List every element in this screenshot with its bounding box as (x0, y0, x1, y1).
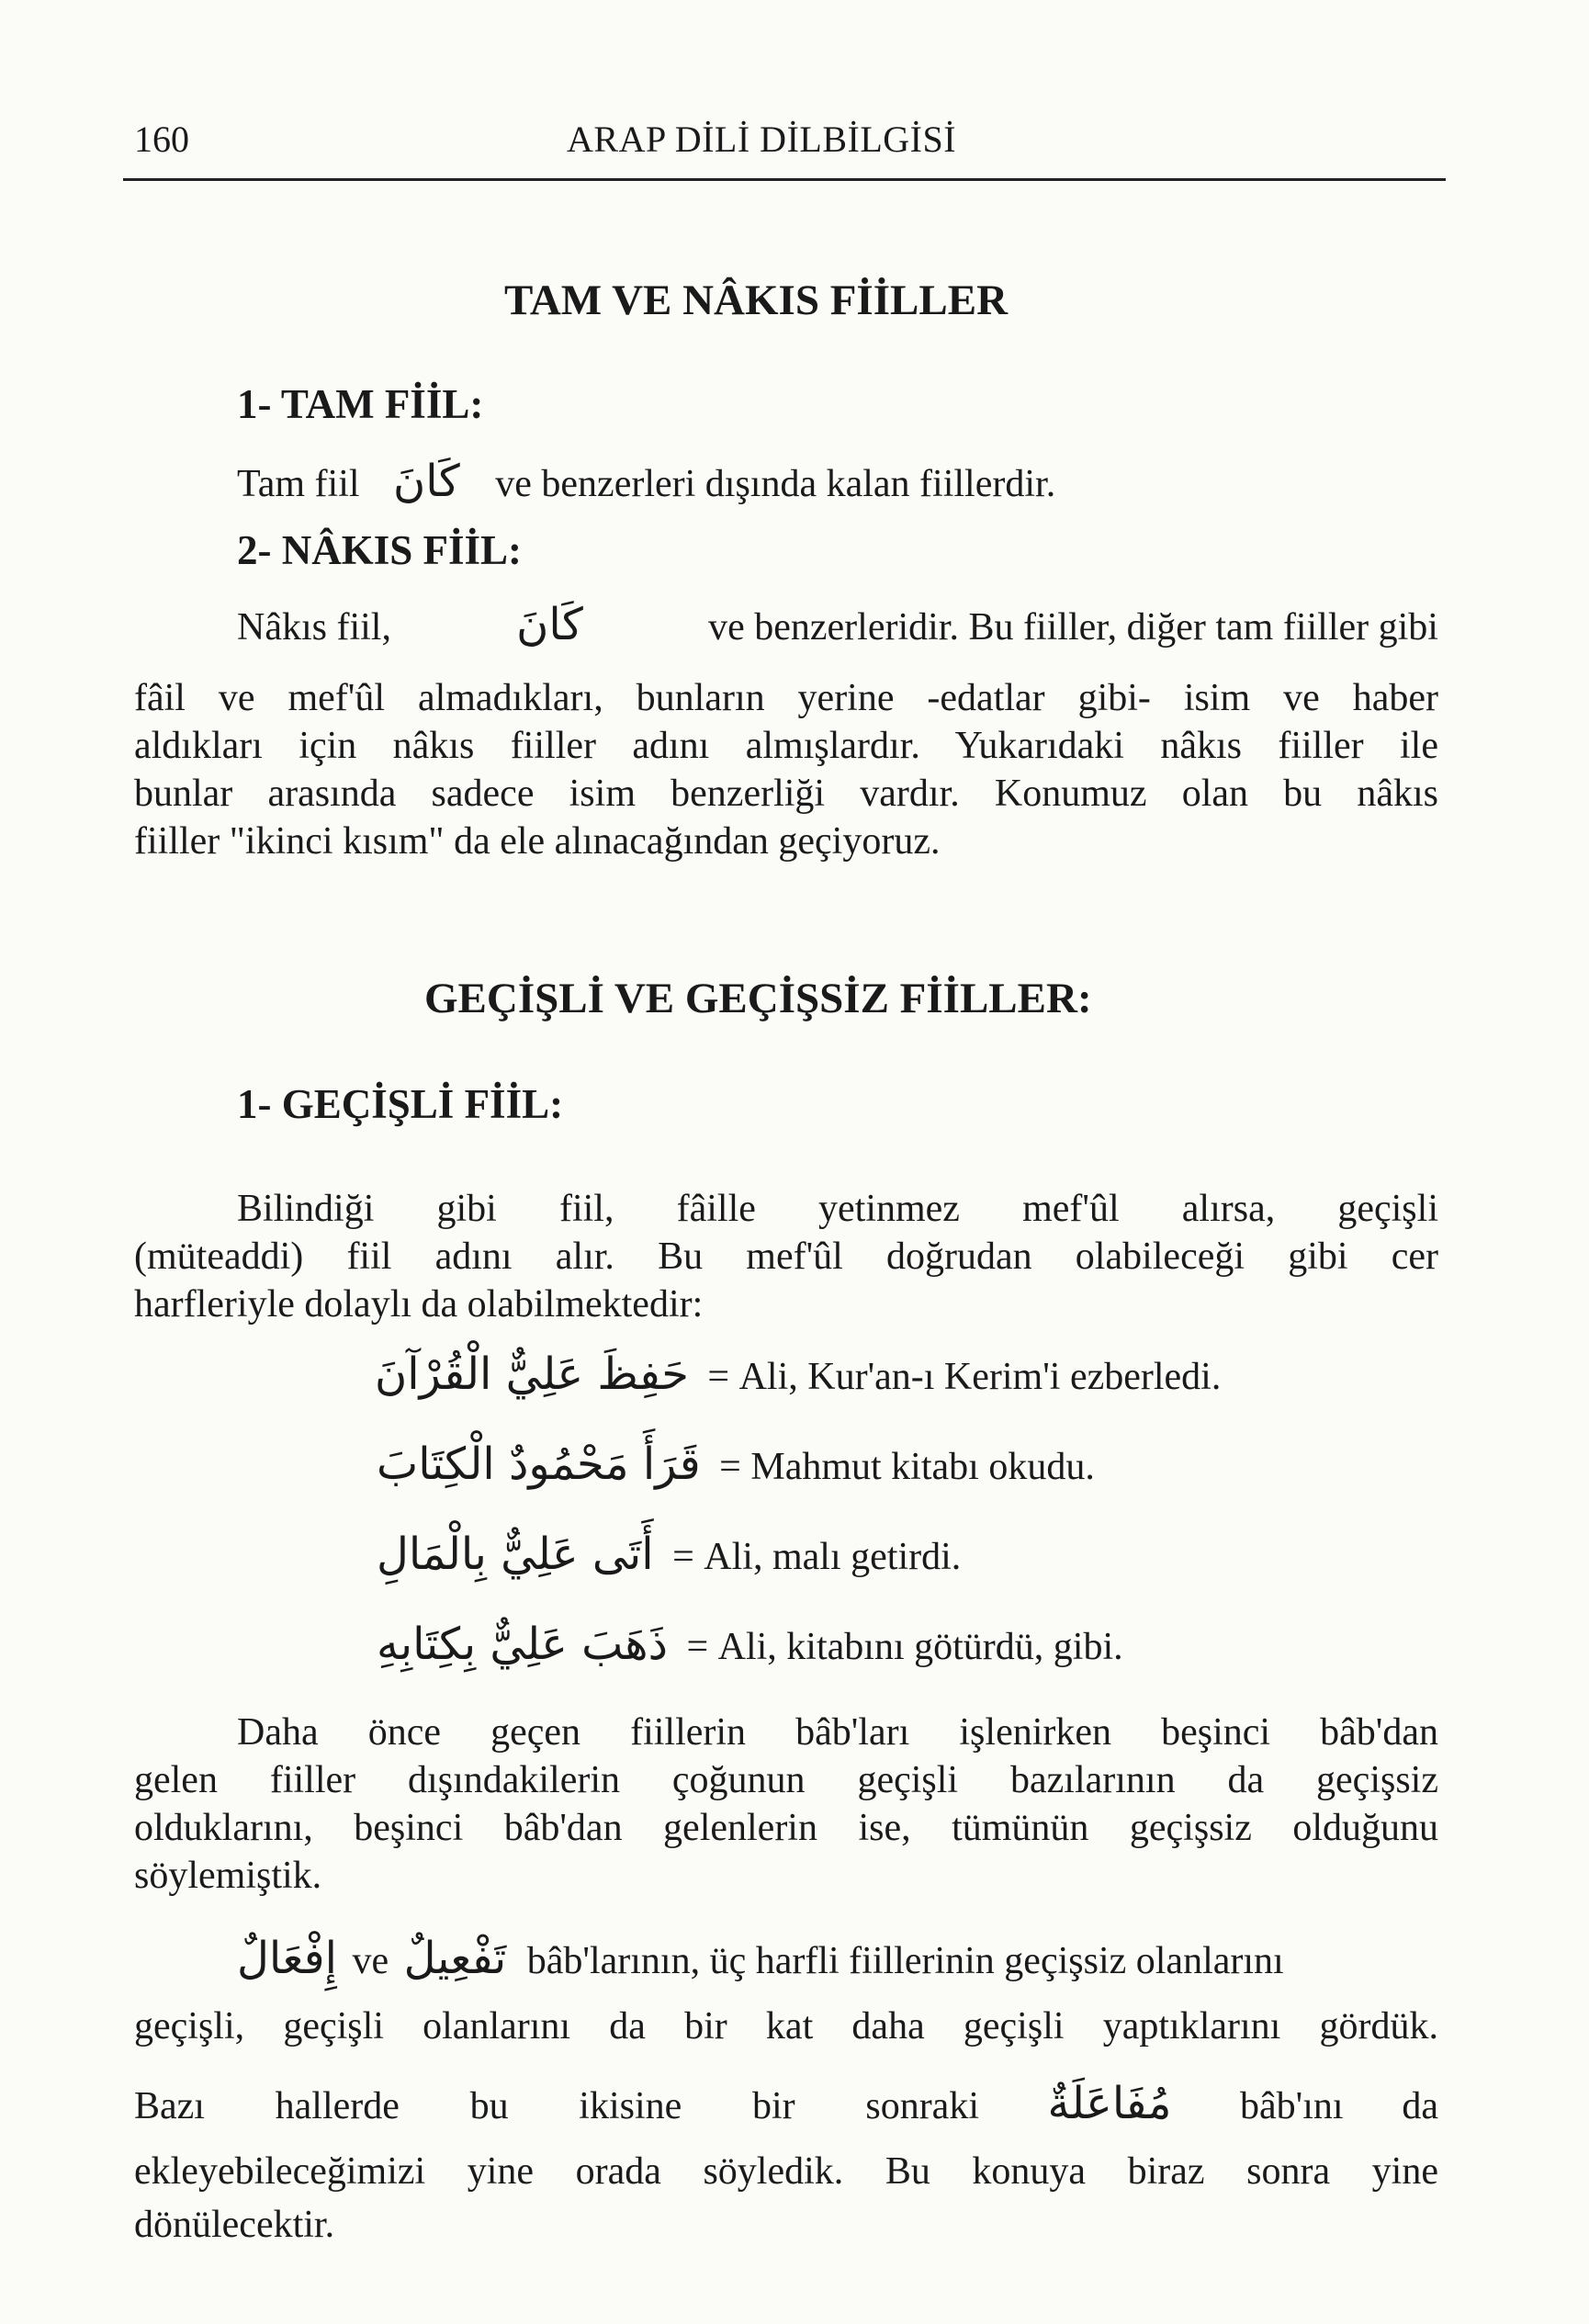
para3-line4 (134, 2149, 1438, 2194)
example-meaning: = Ali, malı getirdi. (672, 1536, 962, 1578)
subheading-tam-fiil: 1- TAM FİİL: (237, 381, 484, 427)
example-row (377, 1529, 961, 1580)
paragraph-line: Daha önce geçen fiillerin bâb'ları işlenirken beşinci bâb'dan (237, 1711, 1438, 1754)
paragraph-line: fâil ve mef'ûl almadıkları, bunların yerine -edatlar gibi- isim ve haber (134, 677, 1438, 719)
arabic-kana: كَانَ (393, 456, 460, 507)
arabic-mufaala: مُفَاعَلَةٌ (1047, 2078, 1172, 2129)
example-row (377, 1438, 1095, 1490)
paragraph-line: aldıkları için nâkıs fiiller adını almışlardır. Yukarıdaki nâkıs fiiller ile (134, 725, 1438, 767)
example-meaning: = Ali, Kur'an-ı Kerim'i ezberledi. (707, 1356, 1222, 1398)
subheading-gecisli-fiil: 1- GEÇİŞLİ FİİL: (237, 1081, 564, 1127)
conj-ve: ve (352, 1940, 389, 1982)
nakis-paragraph (134, 674, 1438, 865)
para3-line3 (134, 2078, 1438, 2129)
subheading-nakis-fiil: 2- NÂKIS FİİL: (237, 527, 523, 573)
gecisli-intro-paragraph (134, 1185, 1438, 1328)
nakis-text-before: Nâkıs fiil, (237, 606, 391, 649)
example-row (375, 1348, 1221, 1400)
example-arabic: قَرَأَ مَحْمُودٌ الْكِتَابَ (377, 1438, 701, 1490)
para3-line2 (134, 2004, 1438, 2048)
para3-line3-end: bâb'ını da (1239, 2085, 1438, 2127)
para3-line5: dönülecektir. (134, 2204, 335, 2246)
paragraph-line: fiiller "ikinci kısım" da ele alınacağından geçiyoruz. (134, 820, 941, 863)
paragraph-line: bunlar arasında sadece isim benzerliği vardır. Konumuz olan bu nâkıs (134, 773, 1438, 815)
bab-paragraph (134, 1709, 1438, 1900)
example-arabic: حَفِظَ عَلِيٌّ الْقُرْآنَ (375, 1348, 689, 1400)
section-title-tam-nakis: TAM VE NÂKIS FİİLLER (504, 276, 1009, 324)
arabic-tafil: تَفْعِيلٌ (403, 1933, 507, 1984)
paragraph-line: söylemiştik. (134, 1855, 322, 1897)
section-title-gecisli: GEÇİŞLİ VE GEÇİŞSİZ FİİLLER: (424, 975, 1092, 1022)
paragraph-line: harfleriyle dolaylı da olabilmektedir: (134, 1283, 704, 1326)
tam-fiil-definition (237, 456, 1055, 507)
nakis-text-after: ve benzerleridir. Bu fiiller, diğer tam fiiller gibi (708, 606, 1438, 649)
paragraph-line: olduklarını, beşinci bâb'dan gelenlerin ise, tümünün geçişsiz olduğunu (134, 1807, 1438, 1849)
example-arabic: ذَهَبَ عَلِيٌّ بِكِتَابِهِ (377, 1619, 668, 1670)
tam-fiil-text-after: ve benzerleri dışında kalan fiillerdir. (495, 463, 1056, 505)
para3-line1-rest: bâb'larının, üç harfli fiillerinin geçişsiz olanlarını (526, 1940, 1284, 1982)
running-title: ARAP DİLİ DİLBİLGİSİ (567, 118, 957, 160)
para3-line1 (237, 1933, 1284, 1984)
paragraph-line: gelen fiiller dışındakilerin çoğunun geçişli bazılarının da geçişsiz (134, 1759, 1438, 1801)
paragraph-line: Bilindiği gibi fiil, fâille yetinmez mef'ûl alırsa, geçişli (237, 1188, 1438, 1230)
header-rule (123, 178, 1446, 181)
arabic-kana-2: كَانَ (516, 599, 583, 650)
paragraph-line: ekleyebileceğimizi yine orada söyledik. Bu konuya biraz sonra yine (134, 2150, 1438, 2193)
para3-line3-start: Bazı hallerde bu ikisine bir sonraki (134, 2085, 979, 2127)
example-arabic: أَتَى عَلِيٌّ بِالْمَالِ (377, 1529, 654, 1580)
arabic-ifal: إِفْعَالٌ (237, 1933, 337, 1984)
paragraph-line: (müteaddi) fiil adını alır. Bu mef'ûl doğrudan olabileceği gibi cer (134, 1235, 1438, 1278)
example-meaning: = Ali, kitabını götürdü, gibi. (686, 1626, 1123, 1668)
paragraph-line: geçişli, geçişli olanlarını da bir kat daha geçişli yaptıklarını gördük. (134, 2005, 1438, 2048)
example-meaning: = Mahmut kitabı okudu. (719, 1446, 1095, 1488)
example-row (377, 1619, 1123, 1670)
nakis-fiil-first-line (237, 599, 1438, 650)
tam-fiil-text-before: Tam fiil (237, 463, 360, 505)
page-number: 160 (134, 118, 189, 160)
